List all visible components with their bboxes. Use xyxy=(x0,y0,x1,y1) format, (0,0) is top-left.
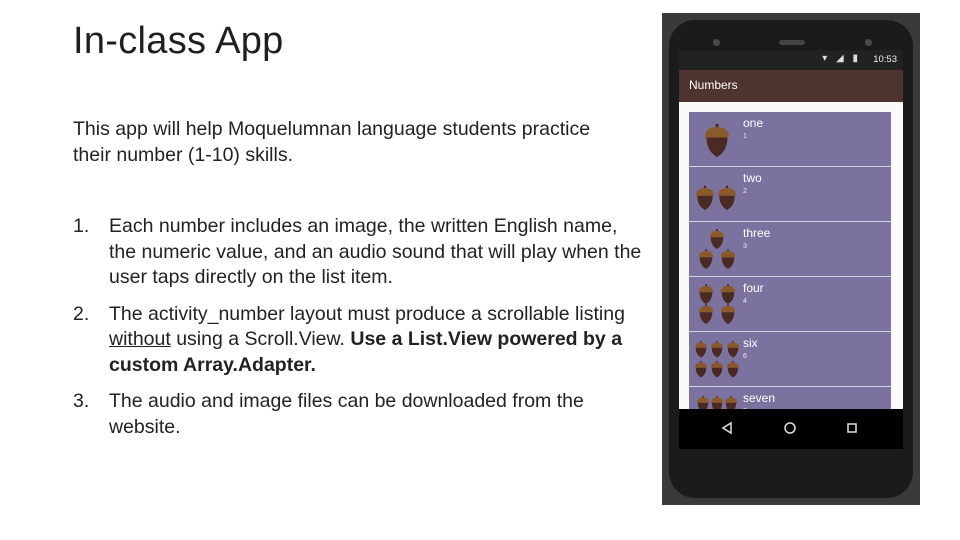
step-text-underline: without xyxy=(109,328,171,350)
step-number: 2. xyxy=(73,302,90,325)
list-item-name: six xyxy=(743,336,758,350)
list-item-two[interactable] xyxy=(689,167,891,222)
acorn-image xyxy=(693,173,741,217)
list-item-three[interactable] xyxy=(689,222,891,277)
step-number: 3. xyxy=(73,390,90,412)
step-item xyxy=(73,302,648,379)
list-item-value: 6 xyxy=(743,353,747,360)
earpiece xyxy=(779,40,805,45)
back-triangle-icon[interactable] xyxy=(719,421,735,437)
list-item-value: 2 xyxy=(743,188,747,195)
list-item-name: one xyxy=(743,116,764,130)
slide-title: In-class App xyxy=(73,20,284,62)
step-item xyxy=(73,214,648,291)
step-text: Each number includes an image, the written English name, the numeric value, and an audio sound that will play when the user taps directly on the list item. xyxy=(109,215,642,288)
list-item-value: 3 xyxy=(743,243,747,250)
step-text-pre: The activity_number layout must produce a scrollable listing xyxy=(109,302,625,325)
list-item-name: two xyxy=(743,171,762,185)
number-list[interactable] xyxy=(689,112,891,442)
intro-text: This app will help Moquelumnan language students practice their number (1-10) skills. xyxy=(73,118,591,166)
steps-list xyxy=(73,214,648,451)
list-item-name: seven xyxy=(743,391,776,405)
list-item-one[interactable] xyxy=(689,112,891,167)
phone-screen xyxy=(679,50,903,449)
acorn-image xyxy=(693,228,741,272)
step-item xyxy=(73,389,648,440)
app-bar xyxy=(679,70,903,102)
sensor-icon xyxy=(713,39,720,46)
acorn-image xyxy=(693,338,741,382)
recents-square-icon[interactable] xyxy=(844,421,860,437)
status-time: 10:53 xyxy=(873,54,897,65)
list-item-six[interactable] xyxy=(689,332,891,387)
status-icons: ▾ ◢ ▮ xyxy=(822,53,861,64)
list-item-name: three xyxy=(743,226,771,240)
app-bar-title: Numbers xyxy=(689,78,738,92)
home-circle-icon[interactable] xyxy=(782,421,798,437)
step-number: 1. xyxy=(73,215,90,237)
step-text: The audio and image files can be downloaded from the website. xyxy=(109,390,584,438)
acorn-image xyxy=(693,118,741,162)
list-view[interactable] xyxy=(679,102,903,409)
status-bar xyxy=(679,50,903,70)
acorn-image xyxy=(693,283,741,327)
list-item-value: 1 xyxy=(743,133,747,140)
list-item-value: 4 xyxy=(743,298,747,305)
step-text-bold: Use a List.View powered by a custom Array.Adapter. xyxy=(109,328,623,376)
nav-bar xyxy=(679,409,903,449)
step-text-mid: using a Scroll.View. xyxy=(170,328,351,350)
camera-icon xyxy=(865,39,872,46)
list-item-four[interactable] xyxy=(689,277,891,332)
list-item-name: four xyxy=(743,281,764,295)
